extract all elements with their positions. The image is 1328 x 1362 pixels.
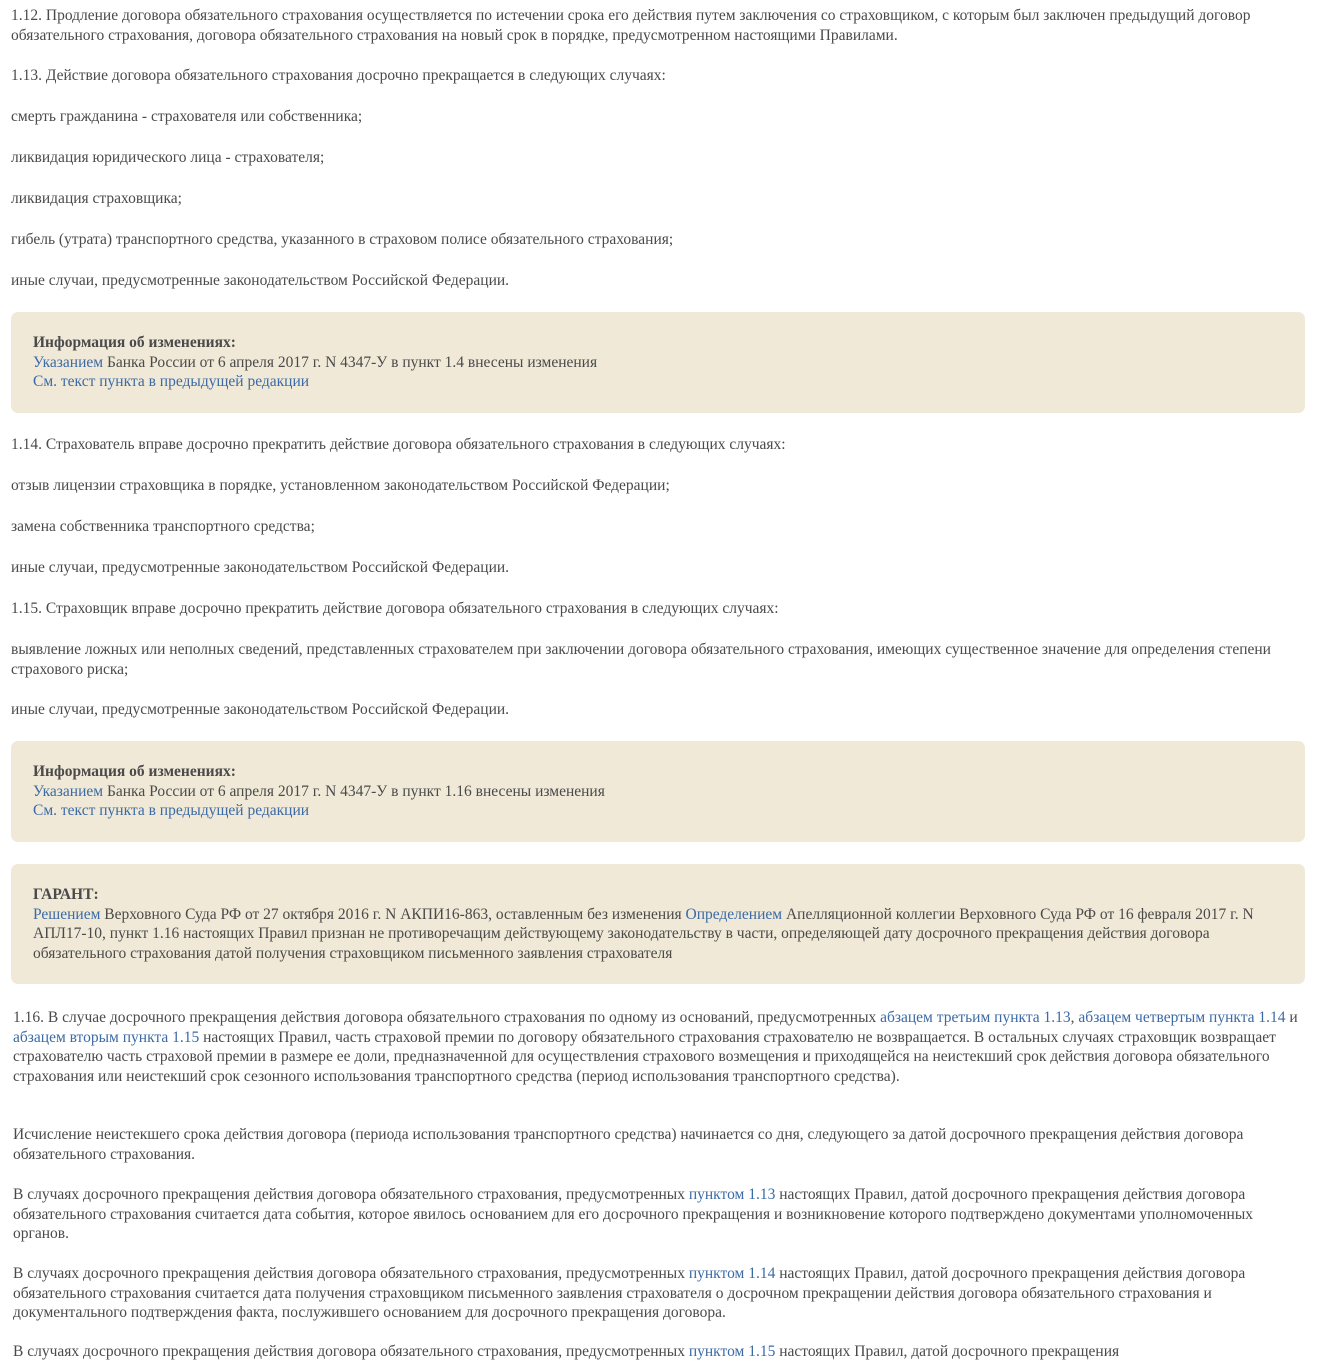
previous-edition-link[interactable]: См. текст пункта в предыдущей редакции [33,802,310,819]
list-item-1-13-d: гибель (утрата) транспортного средства, указанного в страховом полисе обязательного страхования; [11,231,674,248]
previous-edition-link[interactable]: См. текст пункта в предыдущей редакции [33,373,310,390]
garant-title: ГАРАНТ: [33,886,99,903]
change-info-title: Информация об изменениях: [33,334,236,351]
instruction-link[interactable]: Указанием [33,353,104,371]
paragraph-1-14: 1.14. Страхователь вправе досрочно прекратить действие договора обязательного страхования в следующих случаях: [11,436,786,453]
list-item-1-14-b: замена собственника транспортного средства; [11,518,315,535]
change-info-box-2 [11,741,1305,842]
paragraph-1-16-calc: Исчисление неистекшего срока действия договора (периода использования транспортного средства) начинается со дня, следующего за датой досрочного прекращения действия договора обязательного страхования. [13,1126,1244,1163]
change-info-text: Банка России от 6 апреля 2017 г. N 4347-У в пункт 1.16 внесены изменения [103,782,605,800]
previous-edition-line [33,372,1283,392]
instruction-link[interactable]: Указанием [33,782,104,800]
previous-edition-line [33,801,1283,821]
determination-link[interactable]: Определением [685,905,783,923]
list-item-1-14-a: отзыв лицензии страховщика в порядке, установленном законодательством Российской Федерации; [11,477,670,494]
paragraph-1-16-case-1-13: В случаях досрочного прекращения действия договора обязательного страхования, предусмотренных пунктом 1.13 настоящих Правил, датой досрочного прекращения действия договора обязательного страхования считается дата события, которое явилось основанием для его досрочного прекращения и возникновение которого подтверждено документами уполномоченных органов. [13,1186,1254,1242]
garant-text: Решением Верховного Суда РФ от 27 октября 2016 г. N АКПИ16-863, оставленным без изменения Определением Апелляционной коллегии Верховного Суда РФ от 16 февраля 2017 г. N АПЛ17-10, пункт 1.16 настоящих Правил признан не противоречащим действующему законодательству в части, определяющей дату досрочного прекращения действия договора обязательного страхования датой получения страховщиком письменного заявления страхователя [33,905,1254,962]
link-point-1-14[interactable]: пунктом 1.14 [688,1265,776,1282]
paragraph-1-16-case-1-14: В случаях досрочного прекращения действия договора обязательного страхования, предусмотренных пунктом 1.14 настоящих Правил, датой досрочного прекращения действия договора обязательного страхования считается дата получения страховщиком письменного заявления страхователя о досрочном прекращении действия договора обязательного страхования и документального подтверждения факта, послужившего основанием для досрочного прекращения договора. [13,1265,1246,1321]
change-info-title: Информация об изменениях: [33,763,236,780]
list-item-1-15-b: иные случаи, предусмотренные законодательством Российской Федерации. [11,701,510,718]
link-p1-15-para2[interactable]: абзацем вторым пункта 1.15 [13,1028,200,1046]
link-p1-14-para4[interactable]: абзацем четвертым пункта 1.14 [1078,1009,1286,1026]
list-item-1-13-e: иные случаи, предусмотренные законодательством Российской Федерации. [11,272,510,289]
link-point-1-13[interactable]: пунктом 1.13 [688,1186,776,1203]
change-info-box-1 [11,312,1305,413]
list-item-1-14-c: иные случаи, предусмотренные законодательством Российской Федерации. [11,559,510,576]
link-p1-13-para3[interactable]: абзацем третьим пункта 1.13 [880,1009,1071,1026]
decision-link[interactable]: Решением [33,905,101,923]
change-info-line [33,782,1283,802]
paragraph-1-12: 1.12. Продление договора обязательного страхования осуществляется по истечении срока его действия путем заключения со страховщиком, с которым был заключен предыдущий договор обязательного страхования, договора обязательного страхования на новый срок в порядке, предусмотренном настоящими Правилами. [11,7,1251,44]
change-info-text: Банка России от 6 апреля 2017 г. N 4347-У в пункт 1.4 внесены изменения [103,353,598,371]
change-info-line [33,353,1283,373]
paragraph-1-16-case-1-15: В случаях досрочного прекращения действия договора обязательного страхования, предусмотренных пунктом 1.15 настоящих Правил, датой досрочного прекращения [13,1343,1120,1360]
list-item-1-15-a: выявление ложных или неполных сведений, представленных страхователем при заключении договора обязательного страхования, имеющих существенное значение для определения степени страхового риска; [11,641,1271,678]
list-item-1-13-c: ликвидация страховщика; [11,190,182,207]
list-item-1-13-a: смерть гражданина - страхователя или собственника; [11,108,363,125]
paragraph-1-13: 1.13. Действие договора обязательного страхования досрочно прекращается в следующих случаях: [11,67,666,84]
list-item-1-13-b: ликвидация юридического лица - страхователя; [11,149,325,166]
paragraph-1-16: 1.16. В случае досрочного прекращения действия договора обязательного страхования по одному из оснований, предусмотренных абзацем третьим пункта 1.13, абзацем четвертым пункта 1.14 и абзацем вторым пункта 1.15 настоящих Правил, часть страховой премии по договору обязательного страхования страхователю не возвращается. В остальных случаях страховщик возвращает страхователю часть страховой премии в размере ее доли, предназначенной для осуществления страхового возмещения и приходящейся на неистекший срок действия договора обязательного страхования или неистекший срок сезонного использования транспортного средства (период использования транспортного средства). [13,1009,1298,1085]
paragraph-1-15: 1.15. Страховщик вправе досрочно прекратить действие договора обязательного страхования в следующих случаях: [11,600,779,617]
link-point-1-15[interactable]: пунктом 1.15 [688,1343,776,1360]
garant-box [11,864,1305,984]
